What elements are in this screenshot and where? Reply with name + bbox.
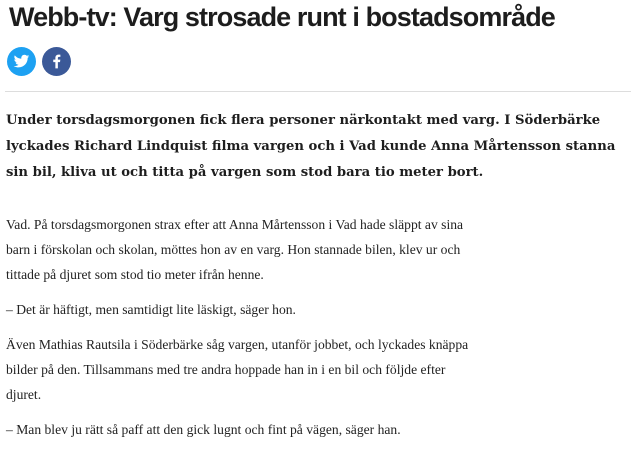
- twitter-icon: [13, 53, 30, 70]
- body-paragraph: – Det är häftigt, men samtidigt lite läskigt, säger hon.: [6, 302, 296, 317]
- body-paragraph: – Man blev ju rätt så paff att den gick lugnt och fint på vägen, säger han.: [6, 422, 401, 437]
- article-body: [6, 212, 476, 452]
- facebook-icon: [49, 53, 64, 70]
- article-headline: Webb-tv: Varg strosade runt i bostadsområde: [9, 2, 555, 32]
- facebook-share-button[interactable]: [42, 47, 71, 76]
- share-buttons: [7, 47, 71, 76]
- body-paragraph: Vad. På torsdagsmorgonen strax efter att Anna Mårtensson i Vad hade släppt av sina barn i förskolan och skolan, möttes hon av en varg. Hon stannade bilen, klev ur och tittade på djuret som stod tio meter ifrån henne.: [6, 217, 464, 282]
- article-lead: Under torsdagsmorgonen fick flera personer närkontakt med varg. I Söderbärke lyckades Richard Lindquist filma vargen och i Vad kunde Anna Mårtensson stanna sin bil, kliva ut och titta på vargen som stod bara tio meter bort.: [6, 113, 616, 180]
- header-divider: [5, 91, 631, 92]
- body-paragraph: Även Mathias Rautsila i Söderbärke såg vargen, utanför jobbet, och lyckades knäppa bilder på den. Tillsammans med tre andra hoppade han in i en bil och följde efter djuret.: [6, 337, 469, 402]
- twitter-share-button[interactable]: [7, 47, 36, 76]
